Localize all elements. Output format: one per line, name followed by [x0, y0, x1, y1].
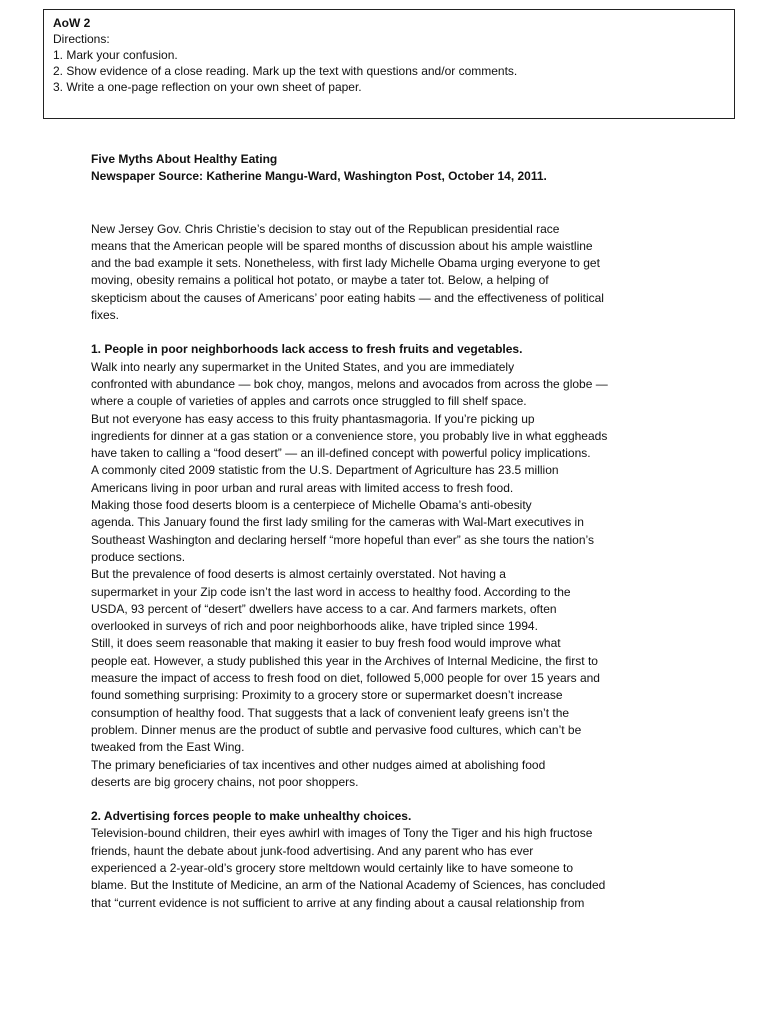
text-line: blame. But the Institute of Medicine, an arm of the National Academy of Sciences, has concluded — [91, 878, 606, 893]
text-line: found something surprising: Proximity to a grocery store or supermarket doesn’t increase — [91, 688, 563, 703]
direction-step: 3. Write a one-page reflection on your own sheet of paper. — [53, 80, 362, 94]
text-line: means that the American people will be spared months of discussion about his ample waistline — [91, 238, 593, 253]
text-line: measure the impact of access to fresh food on diet, followed 5,000 people for over 15 years and — [91, 671, 600, 686]
text-line: that “current evidence is not sufficient to arrive at any finding about a causal relationship from — [91, 895, 585, 910]
text-line: skepticism about the causes of Americans’ poor eating habits — and the effectiveness of political — [91, 290, 604, 305]
myth-section-1 — [91, 341, 651, 791]
text-line: Southeast Washington and declaring herself “more hopeful than ever” as she tours the nation’s — [91, 532, 594, 547]
intro-paragraph — [91, 221, 651, 325]
text-line: But not everyone has easy access to this fruity phantasmagoria. If you’re picking up — [91, 411, 535, 426]
direction-step: 1. Mark your confusion. — [53, 48, 178, 62]
text-line: have taken to calling a “food desert” — an ill-defined concept with powerful policy implications. — [91, 446, 591, 461]
text-line: USDA, 93 percent of “desert” dwellers have access to a car. And farmers markets, often — [91, 601, 557, 616]
direction-step: 2. Show evidence of a close reading. Mark up the text with questions and/or comments. — [53, 64, 518, 78]
text-line: overlooked in surveys of rich and poor neighborhoods alike, have tripled since 1994. — [91, 619, 538, 634]
text-line: confronted with abundance — bok choy, mangos, melons and avocados from across the globe — — [91, 376, 608, 391]
text-line: But the prevalence of food deserts is almost certainly overstated. Not having a — [91, 567, 506, 582]
assignment-title: AoW 2 — [53, 16, 91, 30]
article — [91, 151, 651, 912]
text-line: A commonly cited 2009 statistic from the U.S. Department of Agriculture has 23.5 million — [91, 463, 559, 478]
directions-box — [43, 9, 735, 119]
text-line: New Jersey Gov. Chris Christie’s decision to stay out of the Republican presidential race — [91, 221, 560, 236]
article-source: Newspaper Source: Katherine Mangu-Ward, Washington Post, October 14, 2011. — [91, 169, 547, 184]
text-line: The primary beneficiaries of tax incentives and other nudges aimed at abolishing food — [91, 757, 546, 772]
text-line: deserts are big grocery chains, not poor shoppers. — [91, 774, 359, 789]
text-line: supermarket in your Zip code isn’t the last word in access to healthy food. According to the — [91, 584, 571, 599]
text-line: agenda. This January found the first lady smiling for the cameras with Wal-Mart executives in — [91, 515, 584, 530]
text-line: fixes. — [91, 308, 120, 323]
text-line: people eat. However, a study published this year in the Archives of Internal Medicine, the first to — [91, 653, 598, 668]
text-line: problem. Dinner menus are the product of subtle and pervasive food cultures, which can’t be — [91, 722, 582, 737]
text-line: Television-bound children, their eyes awhirl with images of Tony the Tiger and his high fructose — [91, 826, 593, 841]
text-line: tweaked from the East Wing. — [91, 740, 245, 755]
text-line: moving, obesity remains a political hot potato, or maybe a tater tot. Below, a helping of — [91, 273, 549, 288]
text-line: ingredients for dinner at a gas station or a convenience store, you probably live in what eggheads — [91, 428, 608, 443]
text-line: friends, haunt the debate about junk-food advertising. And any parent who has ever — [91, 843, 534, 858]
myth-section-2 — [91, 808, 651, 912]
text-line: experienced a 2-year-old’s grocery store meltdown would certainly like to have someone to — [91, 860, 574, 875]
text-line: Americans living in poor urban and rural areas with limited access to fresh food. — [91, 480, 514, 495]
section-heading: 2. Advertising forces people to make unhealthy choices. — [91, 809, 412, 824]
section-heading: 1. People in poor neighborhoods lack access to fresh fruits and vegetables. — [91, 342, 523, 357]
text-line: and the bad example it sets. Nonetheless, with first lady Michelle Obama urging everyone to get — [91, 256, 600, 271]
text-line: consumption of healthy food. That suggests that a lack of convenient leafy greens isn’t the — [91, 705, 570, 720]
text-line: produce sections. — [91, 549, 186, 564]
directions-label: Directions: — [53, 32, 110, 46]
text-line: where a couple of varieties of apples and carrots once struggled to fill shelf space. — [91, 394, 527, 409]
text-line: Walk into nearly any supermarket in the United States, and you are immediately — [91, 359, 515, 374]
text-line: Making those food deserts bloom is a centerpiece of Michelle Obama’s anti-obesity — [91, 498, 532, 513]
text-line: Still, it does seem reasonable that making it easier to buy fresh food would improve what — [91, 636, 561, 651]
article-title: Five Myths About Healthy Eating — [91, 152, 278, 166]
